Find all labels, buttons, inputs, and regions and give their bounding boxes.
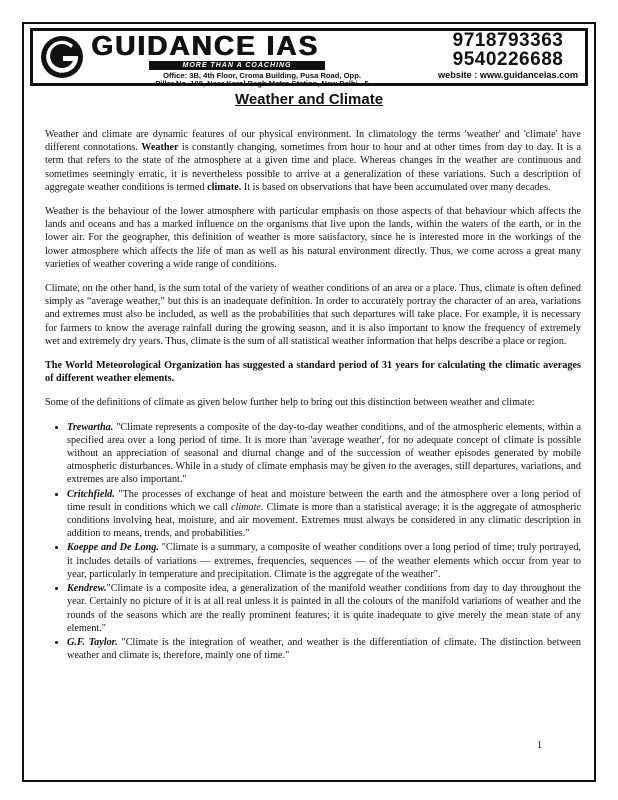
tagline: MORE THAN A COACHING — [149, 61, 325, 70]
phone-numbers — [429, 31, 587, 69]
page-number: 1 — [537, 740, 542, 751]
paragraph-4: The World Meteorological Organization has suggested a standard period of 31 years for calculating the climatic averages of different weather elements. — [45, 360, 581, 385]
paragraph-5: Some of the definitions of climate as given below further help to bring out this distinction between weather and climate: — [45, 397, 535, 409]
document-body — [45, 128, 581, 663]
guidance-logo-icon — [39, 34, 85, 80]
letterhead — [30, 28, 588, 86]
paragraph-1: Weather and climate are dynamic features of our physical environment. In climatology the terms 'weather' and 'climate' have different connotations. Weather is constantly changing, sometimes from hour to hour and at other times from day to day. It is a term that refers to the state of the atmosphere at a given time and place. Whereas changes in the weather are continuous and sometimes seemingly erratic, it is nevertheless possible to arrive at a generalization of these variations. Such a description of aggregate weather conditions is termed climate. It is based on observations that have been accumulated over many decades. — [45, 129, 582, 193]
definitions-list — [45, 421, 581, 663]
paragraph-2: Weather is the behaviour of the lower atmosphere with particular emphasis on those aspects of that behaviour which affects the lands and oceans and has a marked influence on the organisms that live upon the lands, within the waters of the earth, or in the lower air. For the geographer, this definition of weather is more satisfactory, since he is interested more in the workings of the lower atmosphere which affects the life of man as well as his natural environment directly. Thus, we come across a great many varieties of weather covering a wide range of conditions. — [45, 206, 581, 270]
definition-trewartha: • Trewartha. "Climate represents a composite of the day-to-day weather conditions, and of the atmospheric elements, within a specified area over a long period of time. It is more than 'average weather', for no adequate concept of climate is possible without an appreciation of seasonal and diurnal change and of the succession of weather episodes generated by mobile atmospheric disturbances. While in a study of climate emphasis may be given to the averages, still departures, variations, and extremes are also important." — [67, 421, 581, 487]
page-title: Weather and Climate — [234, 91, 384, 108]
phone-2: 9540226688 — [452, 49, 564, 70]
paragraph-3: Climate, on the other hand, is the sum total of the variety of weather conditions of an area or a place. Thus, climate is often defined simply as “average weather,” but this is an inadequate definition. In order to accurately portray the character of an area, variations and extremes must also be included, as well as the probabilities that such departures will take place. For example, it is necessary for farmers to know the average rainfall during the growing season, and it is also important to know the frequency of extremely wet and extremely dry years. Thus, climate is the sum of all statistical weather information that helps describe a place or region. — [45, 283, 581, 347]
definition-critchfield: • Critchfield. "The processes of exchange of heat and moisture between the earth and the atmosphere over a long period of time result in conditions which we call climate. Climate is more than a statistical average; it is the aggregate of atmospheric conditions involving heat, moisture, and air movement. Extremes must always be considered in any climatic description in addition to means, trends, and probabilities." — [67, 488, 581, 541]
definition-kendrew: • Kendrew."Climate is a composite idea, a generalization of the manifold weather conditions from day to day throughout the year. Certainly no picture of it is at all real unless it is painted in all the colours of the manifold variations of weather and the rounds of the seasons which are the really prominent features; it is quite inadequate to give merely the mean state of any element." — [67, 582, 581, 635]
definition-koeppe-de-long: • Koeppe and De Long. "Climate is a summary, a composite of weather conditions over a long period of time; truly portrayed, it includes details of variations — extremes, frequencies, sequences — of the weather elements which occur from year to year, particularly in temperature and precipitation. Climate is the aggregate of the weather". — [67, 541, 581, 581]
website: website : www.guidanceias.com — [437, 70, 579, 80]
definition-taylor: • G.F. Taylor. "Climate is the integration of weather, and weather is the differentiation of climate. The distinction between weather and climate is, therefore, mainly one of time." — [67, 636, 581, 662]
brand-name: GUIDANCE IAS — [91, 30, 319, 61]
address-line-2: Pillar No. 108, Near Karol Bagh Metro Station, New Delhi - 5 — [155, 79, 369, 88]
phone-1: 9718793363 — [452, 30, 564, 51]
address-line-1: Office: 3B, 4th Floor, Croma Building, Pusa Road, Opp. — [163, 71, 361, 80]
